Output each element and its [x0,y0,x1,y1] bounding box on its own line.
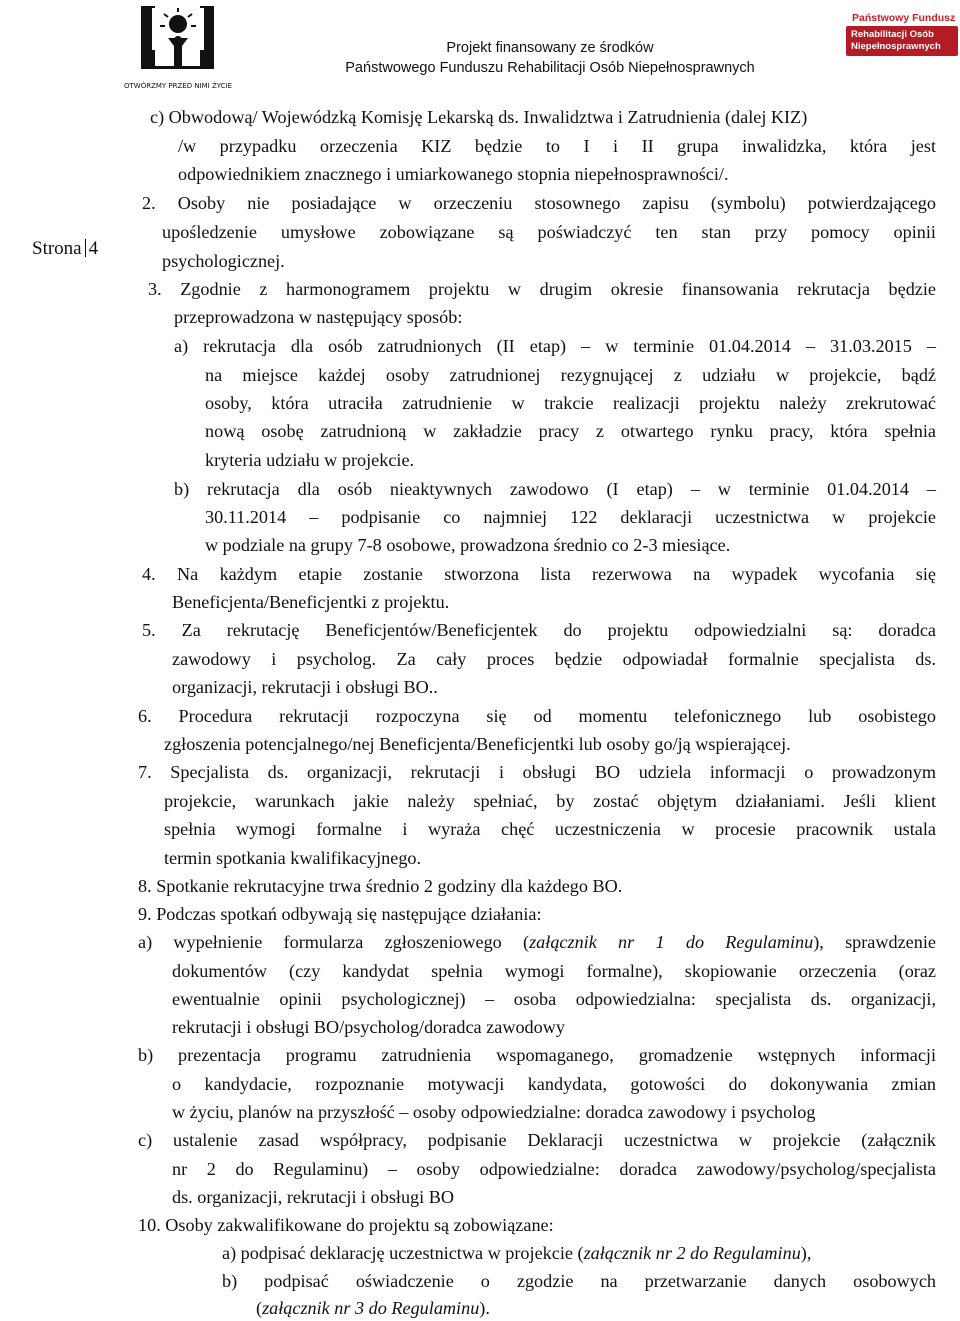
text-line: b) rekrutacja dla osób nieaktywnych zawodowo (I etap) – w terminie 01.04.2014 – [174,479,936,499]
text-line: odpowiednikiem znacznego i umiarkowanego stopnia niepełnosprawności/. [178,164,729,184]
text-line: termin spotkania kwalifikacyjnego. [164,848,422,868]
text-line: a) podpisać deklarację uczestnictwa w projekcie (załącznik nr 2 do Regulaminu), [222,1243,812,1263]
header-line-2: Państwowego Funduszu Rehabilitacji Osób Niepełnosprawnych [345,60,755,76]
text-line: kryteria udziału w projekcie. [205,450,415,470]
attachment-reference: załącznik nr 2 do Regulaminu [583,1243,801,1263]
text-line: w życiu, planów na przyszłość – osoby odpowiedzialne: doradca zawodowy i psycholog [172,1102,816,1122]
text-line: osoby, która utraciła zatrudnienie w trakcie realizacji projektu należy zrekrutować [205,393,936,413]
text-line: organizacji, rekrutacji i obsługi BO.. [172,677,438,697]
text-line: zawodowy i psycholog. Za cały proces będzie odpowiadał formalnie specjalista ds. [172,649,936,669]
text-line: psychologicznej. [162,251,285,271]
page-number: 4 [88,238,99,259]
text-line: upośledzenie umysłowe zobowiązane są poświadczyć ten stan przy pomocy opinii [162,222,936,242]
text-line: 4. Na każdym etapie zostanie stworzona lista rezerwowa na wypadek wycofania się [142,564,936,584]
text-line: ds. organizacji, rekrutacji i obsługi BO [172,1187,455,1207]
text-line: na miejsce każdej osoby zatrudnionej rezygnującej z udziału w projekcie, bądź [205,365,936,385]
text-line: 7. Specjalista ds. organizacji, rekrutacji i obsługi BO udziela informacji o prowadzonym [138,762,936,782]
text-line: ewentualnie opinii psychologicznej) – osoba odpowiedzialna: specjalista ds. organizacji, [172,989,936,1009]
text-line: nr 2 do Regulaminu) – osoby odpowiedzialne: doradca zawodowy/psycholog/specjalista [172,1159,936,1179]
pfron-line-1: Rehabilitacji Osób [851,29,934,40]
text-line: 6. Procedura rekrutacji rozpoczyna się od momentu telefonicznego lub osobistego [138,706,936,726]
text-line: rekrutacji i obsługi BO/psycholog/doradca zawodowy [172,1017,565,1037]
text-line: 8. Spotkanie rekrutacyjne trwa średnio 2 godziny dla każdego BO. [138,876,623,896]
project-funding-header [300,38,800,78]
page-number-label [32,238,98,260]
text-line: (załącznik nr 3 do Regulaminu). [256,1298,490,1318]
text-line: w podziale na grupy 7-8 osobowe, prowadzona średnio co 2-3 miesiące. [205,535,731,555]
page-word: Strona [32,238,82,259]
text-line: b) prezentacja programu zatrudnienia wspomaganego, gromadzenie wstępnych informacji [138,1045,936,1065]
header-line-1: Projekt finansowany ze środków [446,40,654,56]
text-line: spełnia wymogi formalne i wyraża chęć uczestniczenia w procesie pracownik ustala [164,819,936,839]
text-line: dokumentów (czy kandydat spełnia wymogi formalne), skopiowanie orzeczenia (oraz [172,961,936,981]
text-line: /w przypadku orzeczenia KIZ będzie to I i II grupa inwalidzka, która jest [178,136,936,156]
text-line: nową osobę zatrudnioną w zakładzie pracy z otwartego rynku pracy, która spełnia [205,421,936,441]
logo-caption: OTWÓRZMY PRZED NIMI ŻYCIE [123,82,233,90]
text-line: a) rekrutacja dla osób zatrudnionych (II etap) – w terminie 01.04.2014 – 31.03.2015 – [174,336,936,356]
pfron-line-2: Niepełnosprawnych [851,41,941,52]
text-line: projekcie, warunkach jakie należy spełniać, by zostać objętym działaniami. Jeśli klient [164,791,936,811]
text-line: przeprowadzona w następujący sposób: [174,307,463,327]
text-line: c) Obwodową/ Wojewódzką Komisję Lekarską ds. Inwalidztwa i Zatrudnienia (dalej KIZ) [150,107,808,127]
text-line: 5. Za rekrutację Beneficjentów/Beneficjentek do projektu odpowiedzialni są: doradca [142,620,936,640]
organization-logo [123,2,233,94]
pfron-top-text: Państwowy Fundusz [852,12,956,24]
text-line: 9. Podczas spotkań odbywają się następujące działania: [138,904,542,924]
text-line: o kandydacie, rozpoznanie motywacji kandydata, gotowości do dokonywania zmian [172,1074,936,1094]
text-line: Beneficjenta/Beneficjentki z projektu. [172,592,450,612]
text-line: 2. Osoby nie posiadające w orzeczeniu stosownego zapisu (symbolu) potwierdzającego [142,193,936,213]
attachment-reference: załącznik nr 1 do Regulaminu [529,932,814,952]
text-line: b) podpisać oświadczenie o zgodzie na przetwarzanie danych osobowych [222,1271,936,1291]
text-line: zgłoszenia potencjalnego/nej Beneficjenta/Beneficjentki lub osoby go/ją wspierającej. [164,734,791,754]
text-line: a) wypełnienie formularza zgłoszeniowego (załącznik nr 1 do Regulaminu), sprawdzenie [138,932,936,952]
text-line: 10. Osoby zakwalifikowane do projektu są zobowiązane: [138,1215,554,1235]
text-line: 30.11.2014 – podpisanie co najmniej 122 deklaracji uczestnictwa w projekcie [205,507,936,527]
attachment-reference: załącznik nr 3 do Regulaminu [262,1298,480,1318]
text-line: c) ustalenie zasad współpracy, podpisanie Deklaracji uczestnictwa w projekcie (załącznik [138,1130,936,1150]
text-line: 3. Zgodnie z harmonogramem projektu w drugim okresie finansowania rekrutacja będzie [148,279,936,299]
pfron-logo [846,12,958,72]
